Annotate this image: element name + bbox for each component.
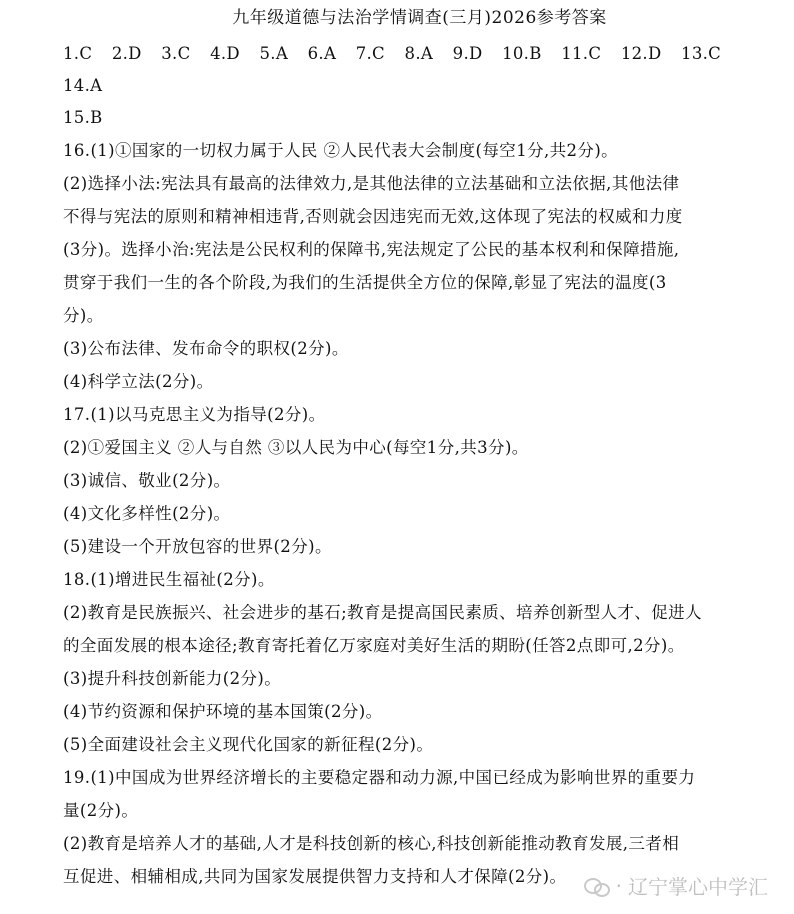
choice-answer: 14.A [63, 76, 103, 95]
answer-line: (2)教育是民族振兴、社会进步的基石;教育是提高国民素质、培养创新型人才、促进人 [63, 603, 702, 622]
choice-answer: 11.C [561, 44, 602, 63]
watermark-dot: · [615, 873, 622, 898]
answer-line: 不得与宪法的原则和精神相违背,否则就会因违宪而无效,这体现了宪法的权威和力度 [63, 207, 683, 226]
answer-line: (4)科学立法(2分)。 [63, 372, 214, 391]
answer-line: 18.(1)增进民生福祉(2分)。 [63, 570, 275, 589]
answer-line: (2)①爱国主义 ②人与自然 ③以人民为中心(每空1分,共3分)。 [63, 438, 529, 457]
answer-line: 量(2分)。 [63, 801, 139, 820]
answer-line: 互促进、相辅相成,共同为国家发展提供智力支持和人才保障(2分)。 [63, 867, 567, 886]
choice-answer: 8.A [404, 44, 434, 63]
choice-answer: 10.B [502, 44, 542, 63]
answer-line: (3)提升科技创新能力(2分)。 [63, 669, 282, 688]
choice-answer: 9.D [452, 44, 483, 63]
choice-answer: 12.D [620, 44, 662, 63]
page-title: 九年级道德与法治学情调查(三月)2026参考答案 [232, 8, 607, 28]
answer-line: 的全面发展的根本途径;教育寄托着亿万家庭对美好生活的期盼(任答2点即可,2分)。 [63, 636, 685, 655]
choice-answer: 3.C [161, 44, 191, 63]
choice-answer: 1.C [63, 44, 93, 63]
answer-line: (2)教育是培养人才的基础,人才是科技创新的核心,科技创新能推动教育发展,三者相 [63, 834, 680, 853]
choice-answer: 15.B [63, 108, 103, 127]
answer-line: (2)选择小法:宪法具有最高的法律效力,是其他法律的立法基础和立法依据,其他法律 [63, 174, 680, 193]
choice-answers-row [63, 38, 776, 102]
watermark [584, 871, 768, 900]
answer-line: (3分)。选择小治:宪法是公民权利的保障书,宪法规定了公民的基本权利和保障措施, [63, 240, 680, 259]
answer-line: (4)文化多样性(2分)。 [63, 504, 231, 523]
answer-line: (3)诚信、敬业(2分)。 [63, 471, 231, 490]
answer-line: 分)。 [63, 306, 104, 325]
answer-line: 17.(1)以马克思主义为指导(2分)。 [63, 405, 326, 424]
choice-answer: 13.C [681, 44, 722, 63]
choice-answers [63, 38, 776, 134]
choice-answer: 7.C [355, 44, 385, 63]
answer-line: (5)建设一个开放包容的世界(2分)。 [63, 537, 332, 556]
watermark-text: 辽宁掌心中学汇 [628, 875, 768, 899]
answer-line: 贯穿于我们一生的各个阶段,为我们的生活提供全方位的保障,彰显了宪法的温度(3 [63, 273, 667, 292]
choice-answer: 6.A [307, 44, 337, 63]
wechat-icon [584, 876, 610, 896]
answer-line: 16.(1)①国家的一切权力属于人民 ②人民代表大会制度(每空1分,共2分)。 [63, 141, 619, 160]
answer-line: (4)节约资源和保护环境的基本国策(2分)。 [63, 702, 383, 721]
answer-line: (3)公布法律、发布命令的职权(2分)。 [63, 339, 349, 358]
choice-answer: 2.D [111, 44, 142, 63]
answer-body [63, 134, 776, 893]
answer-line: (5)全面建设社会主义现代化国家的新征程(2分)。 [63, 735, 434, 754]
answer-line: 19.(1)中国成为世界经济增长的主要稳定器和动力源,中国已经成为影响世界的重要力 [63, 768, 696, 787]
choice-answers-row [63, 102, 776, 134]
choice-answer: 5.A [259, 44, 289, 63]
choice-answer: 4.D [210, 44, 240, 63]
